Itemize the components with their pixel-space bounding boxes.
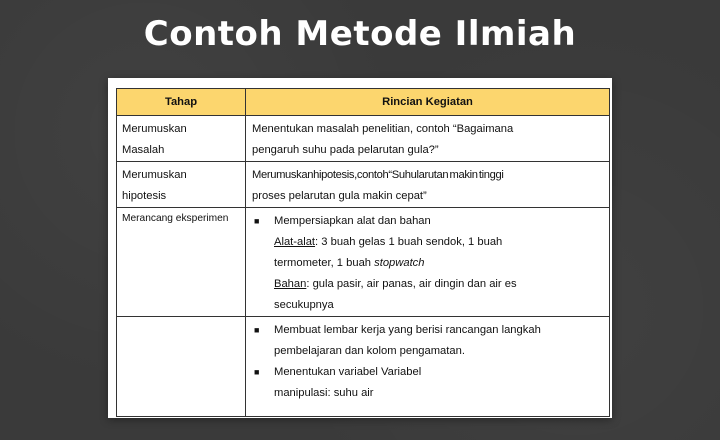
- stage-text: Merancang eksperimen: [122, 213, 229, 224]
- stage-cell: [117, 317, 246, 417]
- bullet-continuation: pembelajaran dan kolom pengamatan.: [274, 345, 465, 357]
- stage-text: hipotesis: [122, 190, 167, 202]
- bullet-text: Menentukan variabel Variabel: [274, 366, 422, 378]
- square-bullet-icon: ■: [254, 216, 260, 226]
- bahan-line: secukupnya: [274, 299, 334, 311]
- table-row: [117, 162, 610, 208]
- detail-cell: [246, 162, 610, 208]
- detail-text: proses pelarutan gula makin cepat”: [252, 190, 427, 202]
- stage-cell: [117, 162, 246, 208]
- detail-text: pengaruh suhu pada pelarutan gula?”: [252, 144, 439, 156]
- bullet-item: [252, 362, 603, 383]
- table-row: [117, 208, 610, 317]
- bullet-text: Membuat lembar kerja yang berisi rancangan langkah: [274, 324, 541, 336]
- stage-cell: [117, 116, 246, 162]
- alat-line: [252, 232, 603, 253]
- table-header-row: [117, 89, 610, 116]
- alat-text: : 3 buah gelas 1 buah sendok, 1 buah: [315, 236, 503, 248]
- detail-cell: [246, 208, 610, 317]
- square-bullet-icon: ■: [254, 367, 260, 377]
- bullet-item: [252, 211, 603, 232]
- bullet-continuation: manipulasi: suhu air: [274, 387, 374, 399]
- stage-text: Merumuskan: [122, 169, 187, 181]
- detail-cell: [246, 317, 610, 417]
- square-bullet-icon: ■: [254, 325, 260, 335]
- alat-text: termometer, 1 buah: [274, 257, 375, 269]
- scientific-method-table: [116, 88, 610, 417]
- column-header-tahap: Tahap: [117, 89, 246, 116]
- stage-text: Masalah: [122, 144, 165, 156]
- document-page: [108, 78, 612, 418]
- table-row: [117, 116, 610, 162]
- alat-line: [252, 253, 603, 274]
- stage-text: Merumuskan: [122, 123, 187, 135]
- alat-text-italic: stopwatch: [374, 257, 425, 269]
- slide-title: Contoh Metode Ilmiah: [143, 14, 577, 54]
- bahan-label: Bahan: [274, 278, 307, 290]
- detail-cell: [246, 116, 610, 162]
- bahan-line: [252, 274, 603, 295]
- bahan-text: : gula pasir, air panas, air dingin dan air es: [306, 278, 517, 290]
- detail-text: Menentukan masalah penelitian, contoh “Bagaimana: [252, 123, 514, 135]
- bullet-item: [252, 320, 603, 341]
- alat-label: Alat-alat: [274, 236, 316, 248]
- detail-text: Merumuskanhipotesis,contoh“Suhularutan makin tinggi: [252, 169, 504, 181]
- column-header-rincian-kegiatan: Rincian Kegiatan: [246, 89, 610, 116]
- bullet-text: Mempersiapkan alat dan bahan: [274, 215, 431, 227]
- stage-cell: [117, 208, 246, 317]
- table-row: [117, 317, 610, 417]
